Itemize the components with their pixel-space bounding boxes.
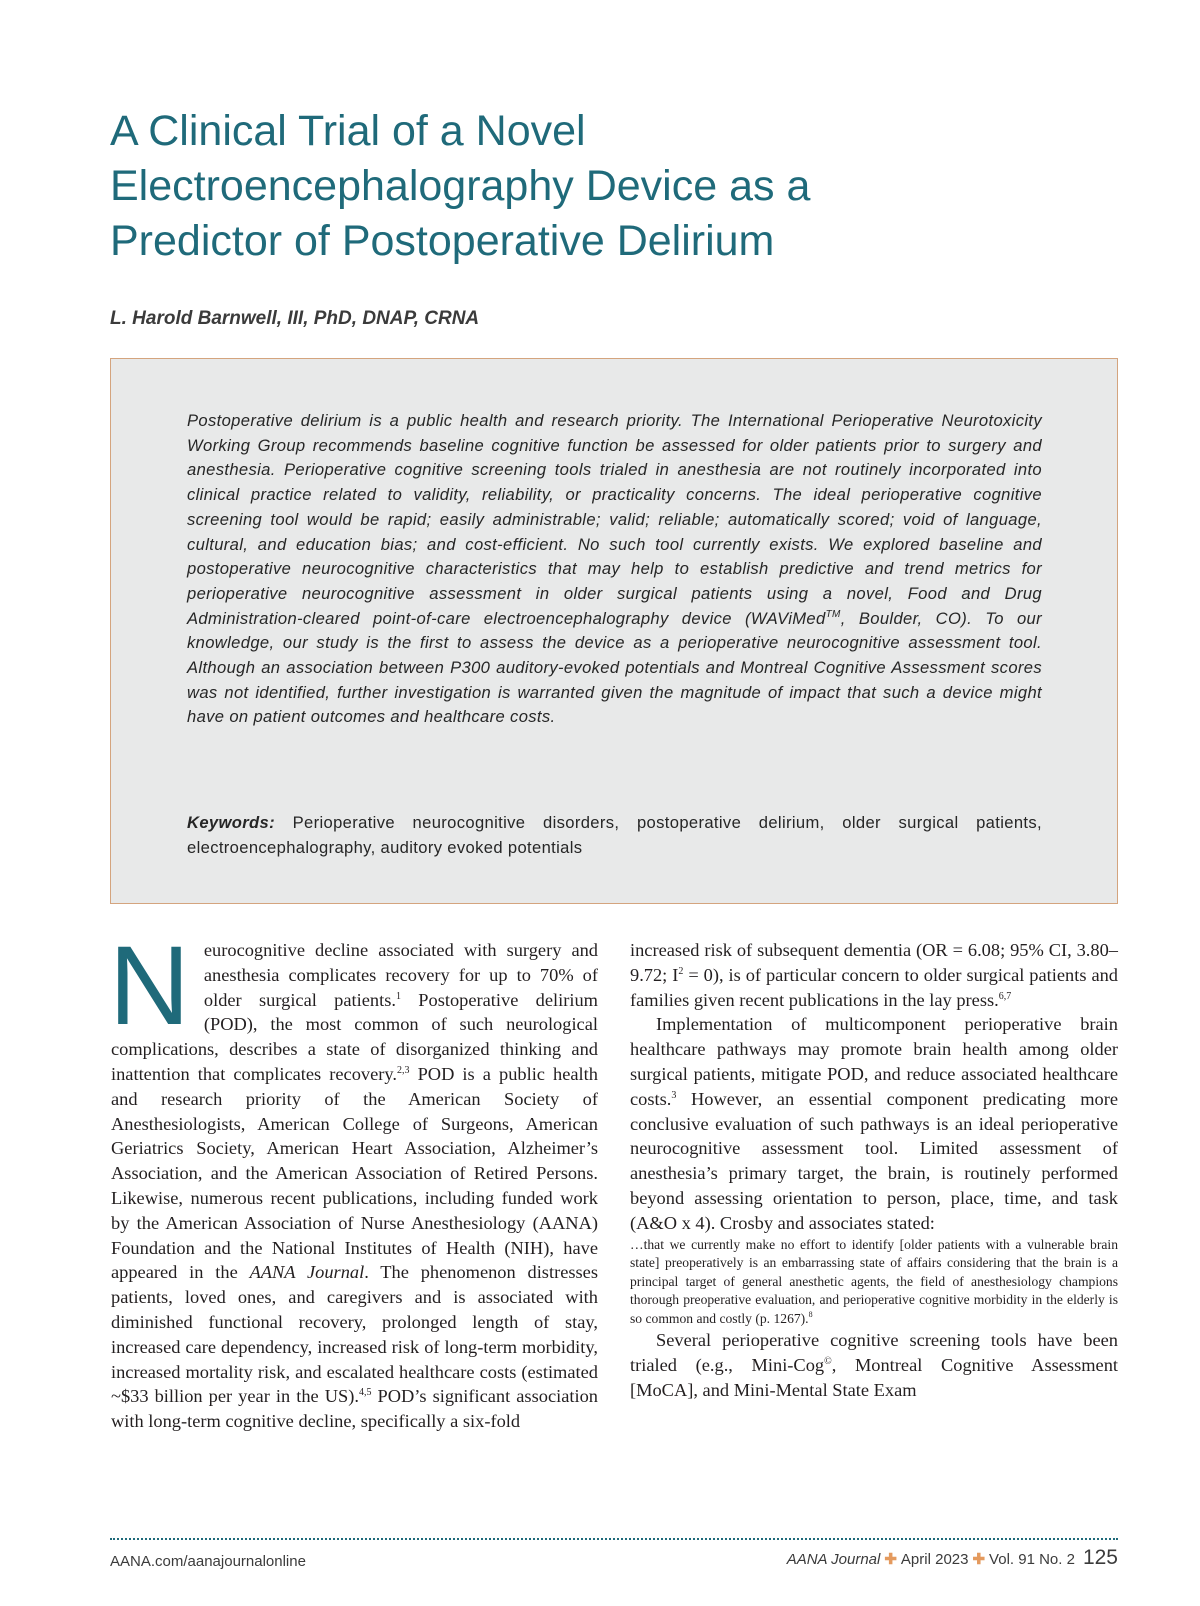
- footer-journal: AANA Journal: [786, 1551, 881, 1568]
- footer-volume: Vol. 91 No. 2: [989, 1551, 1075, 1568]
- body-text: Several perioperative cognitive screening tools have been trialed (e.g., Mini-Cog: [630, 1330, 1118, 1375]
- keywords-label: Keywords:: [187, 813, 275, 832]
- quote-text: …that we currently make no effort to identify [older patients with a vulnerable brain state] preoperatively is an embarrassing state of affairs considering that the brain is a principal target of general anesthetic agents, the field of anesthesiology champions thorough preoperative evaluation, and perioperative cognitive morbidity in the elderly is so common and costly (p. 1267).: [630, 1236, 1118, 1326]
- copyright-mark: ©: [824, 1355, 832, 1367]
- citation: 3: [671, 1089, 677, 1101]
- footer-url: AANA.com/aanajournalonline: [110, 1553, 306, 1570]
- body-text: . The phenomenon distresses patients, loved ones, and caregivers and is associated with diminished functional recovery, prolonged length of stay, increased care dependency, increased risk of long-term morbidity, increased mortality risk, and escalated healthcare costs (estimated ~$33 billion per year in the US).: [111, 1262, 598, 1407]
- abstract-box: [110, 358, 1118, 904]
- body-text: Postoperative delirium (POD), the most common of such neurological complications, describes a state of disorganized thinking and inattention that complicates recovery.: [111, 989, 598, 1084]
- body-text: eurocognitive decline associated with surgery and anesthesia complicates recovery for up to 70% of older surgical patients.: [203, 940, 598, 1010]
- body-column-right: [630, 938, 1118, 1402]
- body-text: , Montreal Cognitive Assessment [MoCA], and Mini-Mental State Exam: [630, 1354, 1119, 1400]
- page-number: 125: [1082, 1546, 1118, 1569]
- keywords-list: Perioperative neurocognitive disorders, postoperative delirium, older surgical patients, electroencephalography, auditory evoked potentials: [187, 813, 1042, 857]
- intro-paragraph: [109, 923, 598, 1434]
- body-paragraph: [630, 938, 1118, 1012]
- citation: 4,5: [358, 1387, 372, 1399]
- abstract-text-part-1: Postoperative delirium is a public health and research priority. The International Perioperative Neurotoxicity Working Group recommends baseline cognitive function be assessed for older patients prior to surgery and anesthesia. Perioperative cognitive screening tools trialed in anesthesia are not routinely incorporated into clinical practice related to validity, reliability, or practicality concerns. The ideal perioperative cognitive screening tool would be rapid; easily administrable; valid; reliable; automatically scored; void of language, cultural, and education bias; and cost-efficient. No such tool currently exists. We explored baseline and postoperative neurocognitive characteristics that may help to establish predictive and trend metrics for perioperative neurocognitive assessment in older surgical patients using a novel, Food and Drug Administration-cleared point-of-care electroencephalography device (WAViMed: [187, 411, 1042, 628]
- drop-cap: N: [109, 923, 190, 1048]
- footer-date: April 2023: [900, 1551, 969, 1568]
- title-line-3: Predictor of Postoperative Delirium: [110, 217, 775, 265]
- body-text: POD is a public health and research priority of the American Society of Anesthesiologists, American College of Surgeons, American Geriatrics Society, American Heart Association, Alzheimer’s Association, and the American Association of Retired Persons. Likewise, numerous recent publications, including funded work by the American Association of Nurse Anesthesiology (AANA) Foundation and the National Institutes of Health (NIH), have appeared in the: [111, 1063, 598, 1283]
- author-byline: L. Harold Barnwell, III, PhD, DNAP, CRNA: [110, 308, 480, 329]
- footer-citation: [787, 1546, 1118, 1570]
- trademark-mark: TM: [825, 608, 841, 620]
- keywords: [187, 811, 1042, 860]
- plus-icon: ✚: [884, 1551, 897, 1568]
- body-column-left: [109, 923, 598, 1434]
- article-title: [110, 104, 1090, 269]
- citation: 8: [808, 1309, 813, 1319]
- body-text: increased risk of subsequent dementia (OR = 6.08; 95% CI, 3.80–9.72; I: [630, 940, 1118, 985]
- citation: 6,7: [998, 990, 1012, 1002]
- body-paragraph: [630, 1328, 1118, 1402]
- citation: 2,3: [397, 1064, 410, 1076]
- body-paragraph: [630, 1012, 1118, 1235]
- abstract-text: [187, 409, 1042, 730]
- abstract-text-part-2: , Boulder, CO). To our knowledge, our study is the first to assess the device as a perioperative neurocognitive assessment tool. Although an association between P300 auditory-evoked potentials and Montreal Cognitive Assessment scores was not identified, further investigation is warranted given the magnitude of impact that such a device might have on patient outcomes and healthcare costs.: [187, 608, 1042, 727]
- title-line-2: Electroencephalography Device as a: [110, 162, 811, 210]
- journal-name: AANA Journal: [249, 1262, 365, 1283]
- body-text: = 0), is of particular concern to older surgical patients and families given recent publications in the lay press.: [630, 964, 1119, 1010]
- body-text: However, an essential component predicating more conclusive evaluation of such pathways is an ideal perioperative neurocognitive assessment tool. Limited assessment of anesthesia’s primary target, the brain, is routinely performed beyond assessing orientation to person, place, time, and task (A&O x 4). Crosby and associates stated:: [630, 1088, 1118, 1233]
- body-text: Implementation of multicomponent perioperative brain healthcare pathways may promote brain health among older surgical patients, mitigate POD, and reduce associated healthcare costs.: [630, 1014, 1118, 1109]
- footer-divider: [110, 1538, 1118, 1540]
- plus-icon: ✚: [972, 1551, 986, 1568]
- citation: 1: [395, 990, 401, 1002]
- body-text: POD’s significant association with long-term cognitive decline, specifically a six-fold: [111, 1386, 598, 1432]
- block-quote: [630, 1236, 1118, 1329]
- title-line-1: A Clinical Trial of a Novel: [110, 107, 586, 155]
- superscript: 2: [678, 965, 684, 977]
